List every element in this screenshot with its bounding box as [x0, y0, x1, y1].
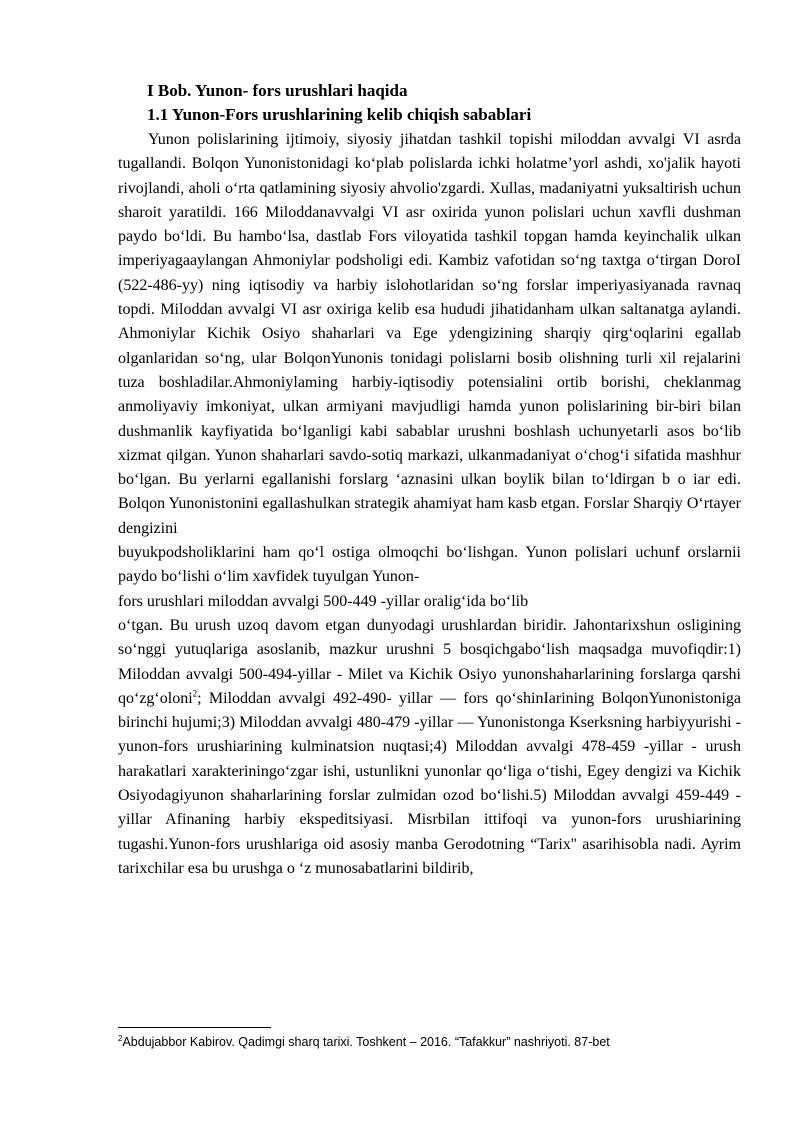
paragraph: Yunon polislarining ijtimoiy, siyosiy jihatdan tashkil topishi miloddan avvalgi VI asrda tugallandi. Bolqon Yunonistonidagi ko‘plab polislarda ichki holatme’yorl ashdi, xo'jalik hayoti rivojlandi, aholi o‘rta qatlamining siyosiy ahvolio'zgardi. Xullas, madaniyatni yuksaltirish uchun sharoit yaratildi. 166 Miloddanavvalgi VI asr oxirida yunon polislari uchun xavfli dushman paydo bo‘ldi. Bu hambo‘lsa, dastlab Fors viloyatida tashkil topgan hamda keyinchalik ulkan imperiyagaaylangan Ahmoniylar podsholigi edi. Kambiz vafotidan so‘ng taxtga o‘tirgan DoroI (522-486-yy) ning iqtisodiy va harbiy islohotlaridan so‘ng forslar imperiyasiyanada ravnaq topdi. Miloddan avvalgi VI asr oxiriga kelib esa hududi jihatidanham ulkan saltanatga aylandi. Ahmoniylar Kichik Osiyo shaharlari va Ege ydengizining sharqiy qirg‘oqlarini egallab olganlaridan so‘ng, ular BolqonYunonis tonidagi polislarni bosib olishning turli xil rejalarini tuza boshladilar.Ahmoniylaming harbiy-iqtisodiy potensialini ortib borishi, cheklanmag anmoliyaviy imkoniyat, ulkan armiyani mavjudligi hamda yunon polislarining bir-biri bilan dushmanlik kayfiyatida bo‘lganligi kabi sabablar urushni boshlash uchunyetarli asos bo‘lib xizmat qilgan. Yunon shaharlari savdo-sotiq markazi, ulkanmadaniyat o‘chog‘i sifatida mashhur bo‘lgan. Bu yerlarni egallanishi forslarg ‘aznasini ulkan boylik bilan to‘ldirgan b o iar edi. Bolqon Yunonistonini egallashulkan strategik ahamiyat ham kasb etgan. Forslar Sharqiy O‘rtayer dengizini: [118, 131, 741, 537]
footnote-text: Abdujabbor Kabirov. Qadimgi sharq tarixi. Toshkent – 2016. “Tafakkur” nashriyoti. 87-bet: [122, 1035, 610, 1049]
paragraph-text: ; Miloddan avvalgi 492-490- yillar — fors qo‘shinIarining BolqonYunonistoniga birinchi hujumi;3) Miloddan avvalgi 480-479 -yillar — Yunonistonga Kserksning harbiyyurishi - yunon-fors urushiarining kulminatsion nuqtasi;4) Miloddan avvalgi 478-459 -yillar - urush harakatlari xarakteriningo‘zgar ishi, ustunlikni yunonlar qo‘liga o‘tishi, Egey dengizi va Kichik Osiyodagiyunon shaharlarining forslar zulmidan ozod bo‘lishi.5) Miloddan avvalgi 459-449 -yillar Afinaning harbiy ekspeditsiyasi. Misrbilan ittifoqi va yunon-fors urushiarining tugashi.Yunon-fors urushlariga oid asosiy manba Gerodotning “Tarix'' asarihisobla nadi. Ayrim tarixchilar esa bu urushga o ‘z munosabatlarini bildirib,: [118, 689, 741, 877]
footnote-number: 2: [118, 1033, 123, 1043]
section-heading: 1.1 Yunon-Fors urushlarining kelib chiqish sabablari: [147, 105, 532, 124]
paragraph: buyukpodsholiklarini ham qo‘l ostiga olmoqchi bo‘lishgan. Yunon polislari uchunf orslarnii paydo bo‘lishi o‘lim xavfidek tuyulgan Yunon-: [118, 544, 741, 586]
paragraph: [118, 614, 741, 881]
footnote-reference[interactable]: 2: [192, 688, 198, 699]
paragraph: fors urushlari miloddan avvalgi 500-449 -yillar oralig‘ida bo‘lib: [118, 592, 529, 610]
footnote-separator: [118, 1027, 271, 1028]
body-text: [118, 128, 741, 881]
chapter-heading: I Bob. Yunon- fors urushlari haqida: [147, 81, 408, 100]
paragraph-text: o‘tgan. Bu urush uzoq davom etgan dunyodagi urushlardan biridir. Jahontarixshun osligining so‘nggi yutuqlariga asoslanib, mazkur urushni 5 bosqichgabo‘lish maqsadga muvofiqdir:1) Miloddan avvalgi 500-494-yillar - Milet va Kichik Osiyo yunonshaharlarining forslarga qarshi qo‘zg‘oloni: [118, 616, 741, 707]
footnote: [118, 1034, 758, 1050]
